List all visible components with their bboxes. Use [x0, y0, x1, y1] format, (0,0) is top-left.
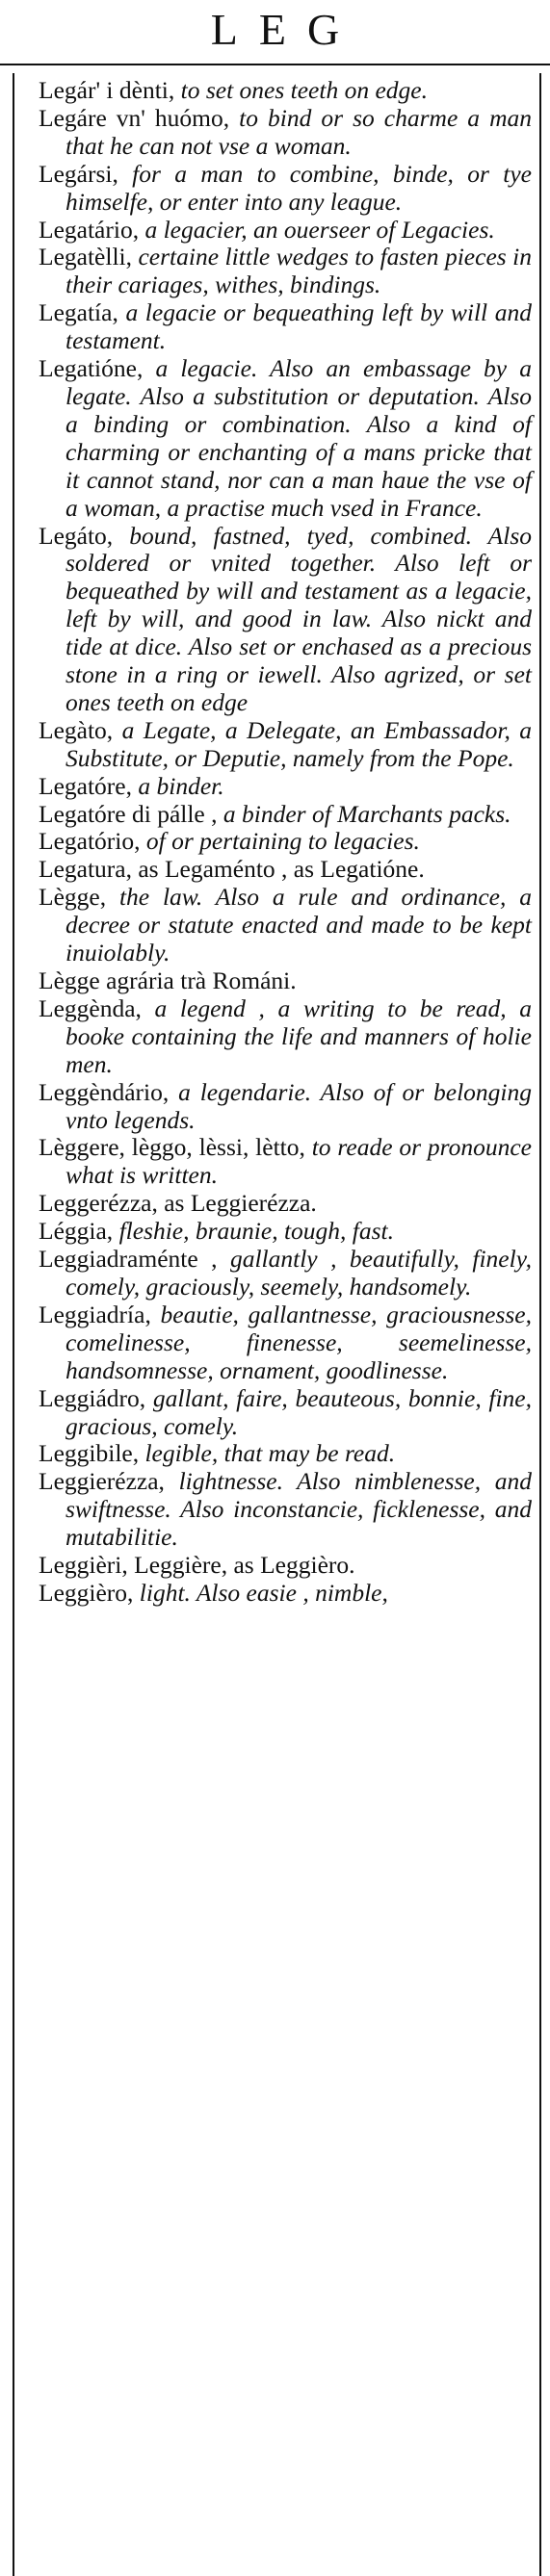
entry-headword: Legáre vn' huómo, — [39, 103, 230, 132]
page-title: LEG — [210, 5, 361, 54]
header-rule — [0, 64, 550, 65]
entry-headword: Legár' i dènti, — [39, 76, 175, 104]
entry-headword: Lègge agrária trà Románi. — [39, 966, 297, 994]
entry-headword: Leggerézza, as Leggierézza. — [39, 1189, 317, 1218]
entry-headword: Leggiádro, — [39, 1383, 146, 1412]
dictionary-entry — [39, 773, 532, 801]
entry-definition: a legacie. Also an embassage by a legate. Also a substitution or deputation. Also a binding or combination. Also a kind of charming or enchanting of a mans pricke that it cannot stand, nor can a man haue the vse of a woman, a practise much vsed in France. — [65, 354, 532, 522]
dictionary-entry — [39, 717, 532, 773]
dictionary-entry — [39, 77, 532, 105]
entry-definition: legible, that may be read. — [139, 1439, 396, 1468]
dictionary-entry — [39, 244, 532, 299]
dictionary-entry — [39, 161, 532, 217]
entry-definition: light. Also easie , nimble, — [133, 1578, 388, 1607]
entry-headword: Legatário, — [39, 215, 140, 244]
dictionary-entry — [39, 355, 532, 522]
entry-definition: gallantly , beautifully, finely, comely, graciously, seemely, handsomely. — [65, 1245, 532, 1301]
dictionary-entry — [39, 995, 532, 1079]
entry-definition: for a man to combine, binde, or tye himselfe, or enter into any league. — [65, 159, 532, 216]
dictionary-entry — [39, 1552, 532, 1580]
entry-headword: Léggia, — [39, 1217, 114, 1246]
dictionary-entry — [39, 1301, 532, 1385]
entry-definition: gallant, faire, beauteous, bonnie, fine, gracious, comely. — [65, 1383, 532, 1440]
entry-definition: bound, fastned, tyed, combined. Also soldered or vnited together. Also left or bequeathed by will and testament as a legacie, left by will, and good in law. Also nickt and tide at dice. Also set or enchased as a precious stone in a ring or iewell. Also agrized, or set ones teeth on edge — [65, 521, 532, 716]
entry-headword: Legáto, — [39, 521, 114, 550]
dictionary-entry — [39, 1440, 532, 1468]
entry-definition: lightnesse. Also nimblenesse, and swiftnesse. Also inconstancie, ficklenesse, and mutabilitie. — [65, 1467, 532, 1552]
entry-headword: Leggierézza, — [39, 1467, 165, 1496]
entry-headword: Lègge, — [39, 883, 107, 912]
entry-headword: Leggèndário, — [39, 1077, 170, 1106]
dictionary-entry — [39, 884, 532, 967]
dictionary-entry — [39, 967, 532, 995]
dictionary-entries — [39, 77, 532, 1608]
entry-headword: Legatía, — [39, 298, 118, 327]
entry-headword: Legatura, as Legaménto , as Legatióne. — [39, 855, 425, 884]
dictionary-entry — [39, 856, 532, 884]
dictionary-entry — [39, 1079, 532, 1135]
entry-headword: Legatóre, — [39, 771, 132, 800]
dictionary-entry — [39, 105, 532, 161]
entry-definition: a binder of Marchants packs. — [217, 799, 511, 828]
entry-definition: beautie, gallantnesse, graciousnesse, comelinesse, finenesse, seemelinesse, handsomnesse, ornament, goodlinesse. — [65, 1300, 532, 1384]
entry-definition: the law. Also a rule and ordinance, a decree or statute enacted and made to be kept inuiolably. — [65, 883, 532, 967]
entry-headword: Leggièro, — [39, 1578, 134, 1607]
entry-definition: a legend , a writing to be read, a booke containing the life and manners of holie men. — [65, 993, 532, 1078]
page-header — [0, 0, 550, 60]
entry-headword: Leggiadría, — [39, 1300, 151, 1328]
dictionary-entry — [39, 1385, 532, 1441]
dictionary-entry — [39, 1580, 532, 1608]
entry-definition: to reade or pronounce what is written. — [65, 1133, 532, 1190]
entry-headword: Leggièri, Leggière, as Leggièro. — [39, 1551, 355, 1580]
entry-definition: a legacie or bequeathing left by will and testament. — [65, 298, 532, 355]
entry-definition: a legacier, an ouerseer of Legacies. — [139, 215, 495, 244]
entry-definition: fleshie, braunie, tough, fast. — [113, 1217, 395, 1246]
dictionary-entry — [39, 299, 532, 355]
dictionary-entry — [39, 523, 532, 717]
dictionary-entry — [39, 1134, 532, 1190]
entry-headword: Lèggere, lèggo, lèssi, lètto, — [39, 1133, 305, 1162]
dictionary-entry — [39, 828, 532, 856]
dictionary-entry — [39, 1218, 532, 1246]
entry-headword: Legàto, — [39, 715, 114, 744]
entry-definition: of or pertaining to legacies. — [140, 827, 420, 856]
entry-definition: a binder. — [131, 771, 224, 800]
dictionary-entry — [39, 217, 532, 245]
entry-headword: Legatióne, — [39, 354, 144, 383]
entry-definition: a legendarie. Also of or belonging vnto legends. — [65, 1077, 532, 1134]
entry-definition: a Legate, a Delegate, an Embassador, a Substitute, or Deputie, namely from the Pope. — [65, 715, 532, 772]
entry-definition: to bind or so charme a man that he can not vse a woman. — [65, 103, 532, 160]
entry-definition: to set ones teeth on edge. — [174, 76, 428, 104]
dictionary-entry — [39, 801, 532, 829]
entry-headword: Legatèlli, — [39, 243, 132, 271]
entry-headword: Legatório, — [39, 827, 141, 856]
entry-definition: certaine little wedges to fasten pieces in their cariages, withes, bindings. — [65, 243, 532, 299]
entry-headword: Legatóre di pálle , — [39, 799, 218, 828]
dictionary-entry — [39, 1468, 532, 1552]
dictionary-entry — [39, 1246, 532, 1301]
entry-headword: Legársi, — [39, 159, 118, 188]
entry-headword: Leggènda, — [39, 993, 142, 1022]
entry-headword: Leggibile, — [39, 1439, 140, 1468]
entry-headword: Leggiadraménte , — [39, 1245, 218, 1274]
dictionary-entry — [39, 1190, 532, 1218]
